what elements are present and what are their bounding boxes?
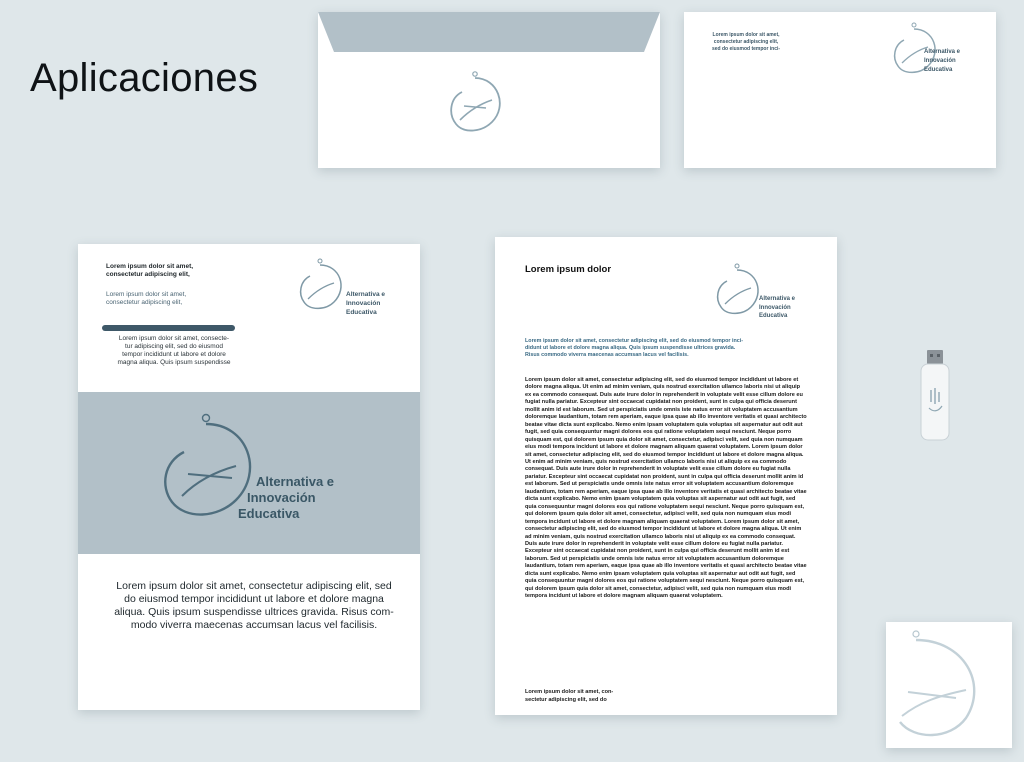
brand-logo-icon	[892, 628, 1006, 744]
envelope-mockup	[318, 12, 660, 168]
brochure-text-line: tempor incididunt ut labore et dolore	[122, 351, 226, 358]
letterhead-strip-mockup	[684, 12, 996, 168]
brand-line: Educativa	[924, 67, 953, 73]
strip-text-line: sed do eiusmod tempor inci-	[712, 46, 781, 52]
letter-footer	[525, 689, 613, 704]
letter-footer-line: Lorem ipsum dolor sit amet, con-	[525, 689, 614, 695]
brand-line: Innovación	[759, 304, 791, 311]
brand-line: Educativa	[238, 506, 300, 521]
brand-logo-icon	[296, 258, 350, 316]
brochure-accent-bar	[102, 325, 235, 331]
brand-line: Innovación	[924, 58, 956, 64]
brochure-text-line: Lorem ipsum dolor sit amet,	[106, 263, 194, 270]
letter-mockup	[495, 237, 837, 715]
brochure-text-line: magna aliqua. Quis ipsum suspendisse	[117, 359, 231, 366]
brand-line: Innovación	[346, 300, 381, 307]
brochure-text-line: Lorem ipsum dolor sit amet, consecte-	[118, 335, 230, 342]
brochure-body-line: do eiusmod tempor incididunt ut labore et dolore magna	[124, 593, 384, 605]
strip-text	[712, 32, 780, 53]
letter-intro-line: didunt ut labore et dolore magna aliqua. Quis ipsum suspendisse ultrices gravida.	[525, 345, 736, 351]
brand-line: Alternativa e	[759, 296, 796, 302]
brochure-text-line: consectetur adipiscing elit,	[106, 299, 183, 306]
brochure-text-line: consectetur adipiscing elit,	[106, 271, 190, 278]
brand-line: Alternativa e	[924, 49, 961, 55]
letter-body-paragraph: Lorem ipsum dolor sit amet, consectetur adipiscing elit, sed do eiusmod tempor incididunt ut labore et dolore magna aliqua. Ut enim ad minim veniam, quis nostrud exercitation ullamco laboris nisi ut aliquip ex ea commodo consequat. Duis aute irure dolor in reprehenderit in voluptate velit esse cillum dolore eu fugiat nulla pariatur. Excepteur sint occaecat cupidatat non proident, sunt in culpa qui officia deserunt mollit anim id est laborum. Sed ut perspiciatis unde omnis iste natus error sit voluptatem accusantium doloremque laudantium, totam rem aperiam, eaque ipsa quae ab illo inventore veritatis et quasi architecto beatae vitae dicta sunt explicabo. Nemo enim ipsam voluptatem quia voluptas sit aspernatur aut odit aut fugit, sed quia consequuntur magni dolores eos qui ratione voluptatem sequi nesciunt. Neque porro quisquam est, qui dolorem ipsum quia dolor sit amet, consectetur, adipisci velit, sed quia non numquam eius modi tempora incidunt ut labore et dolore magnam aliquam quaerat voluptatem. Lorem ipsum dolor sit amet, consectetur adipiscing elit, sed do eiusmod tempor incididunt ut labore et dolore magna aliqua. Ut enim ad minim veniam, quis nostrud exercitation ullamco laboris nisi ut aliquip ex ea commodo consequat. Duis aute irure dolor in reprehenderit in voluptate velit esse cillum dolore eu fugiat nulla pariatur. Excepteur sint occaecat cupidatat non proident, sunt in culpa qui officia deserunt mollit anim id est laborum. Sed ut perspiciatis unde omnis iste natus error sit voluptatem accusantium doloremque laudantium, totam rem aperiam, eaque ipsa quae ab illo inventore veritatis et quasi architecto beatae vitae dicta sunt explicabo. Nemo enim ipsam voluptatem quia voluptas sit aspernatur aut odit aut fugit, sed quia consequuntur magni dolores eos qui ratione voluptatem sequi nesciunt. Neque porro quisquam est, qui dolorem ipsum quia dolor sit amet, consectetur, adipisci velit, sed quia non numquam eius modi tempora incidunt ut labore et dolore magnam aliquam quaerat voluptatem. Lorem ipsum dolor sit amet, consectetur adipiscing elit, sed do eiusmod tempor incididunt ut labore et dolore magna aliqua. Ut enim ad minim veniam, quis nostrud exercitation ullamco laboris nisi ut aliquip ex ea commodo consequat. Duis aute irure dolor in reprehenderit in voluptate velit esse cillum dolore eu fugiat nulla pariatur. Excepteur sint occaecat cupidatat non proident, sunt in culpa qui officia deserunt mollit anim id est laborum. Sed ut perspiciatis unde omnis iste natus error sit voluptatem accusantium doloremque laudantium, totam rem aperiam, eaque ipsa quae ab illo inventore veritatis et quasi architecto beatae vitae dicta sunt explicabo. Nemo enim ipsam voluptatem quia voluptas sit aspernatur aut odit aut fugit, sed quia consequuntur magni dolores eos qui ratione voluptatem sequi nesciunt. Neque porro quisquam est, qui dolorem ipsum quia dolor sit amet, consectetur, adipisci velit, sed quia non numquam eius modi tempora incidunt ut labore et dolore magnam aliquam quaerat voluptatem.	[525, 377, 807, 600]
brochure-text-line: tur adipiscing elit, sed do eiusmod	[125, 343, 223, 350]
brand-wordmark	[759, 295, 795, 321]
brochure-body-line: Lorem ipsum dolor sit amet, consectetur adipiscing elit, sed	[116, 580, 392, 592]
brand-wordmark-large	[238, 474, 334, 522]
brand-line: Educativa	[759, 313, 788, 319]
brochure-body-text	[104, 580, 404, 632]
brochure-body-line: aliqua. Quis ipsum suspendisse ultrices gravida. Risus com-	[114, 606, 394, 618]
brand-wordmark	[924, 48, 960, 75]
letter-heading: Lorem ipsum dolor	[525, 264, 612, 275]
brand-line: Alternativa e	[256, 474, 335, 489]
envelope-flap	[318, 12, 660, 54]
brochure-text-line: Lorem ipsum dolor sit amet,	[106, 291, 187, 298]
brochure-body-line: modo viverra maecenas accumsan lacus vel facilisis.	[130, 619, 378, 631]
page-title: Aplicaciones	[30, 56, 259, 100]
brochure-sub-text	[106, 291, 186, 307]
letter-intro-line: Risus commodo viverra maecenas accumsan lacus vel facilisis.	[525, 352, 689, 358]
letter-footer-line: sectetur adipiscing elit, sed do	[525, 696, 607, 703]
brand-wordmark	[346, 290, 385, 317]
brochure-top-text	[106, 263, 193, 279]
brand-logo-icon	[713, 263, 765, 321]
strip-text-line: consectetur adipiscing elit,	[713, 39, 779, 45]
brochure-small-paragraph	[108, 335, 240, 367]
strip-text-line: Lorem ipsum dolor sit amet,	[712, 32, 780, 38]
brand-line: Alternativa e	[346, 291, 386, 298]
brand-line: Educativa	[346, 309, 377, 316]
tag-mockup	[886, 622, 1012, 748]
brand-logo-icon	[446, 70, 508, 140]
brochure-mockup	[78, 244, 420, 710]
brand-line: Innovación	[247, 490, 316, 505]
letter-intro	[525, 338, 815, 359]
letter-intro-line: Lorem ipsum dolor sit amet, consectetur adipiscing elit, sed do eiusmod tempor inci-	[525, 338, 744, 344]
usb-drive-icon	[918, 350, 952, 442]
